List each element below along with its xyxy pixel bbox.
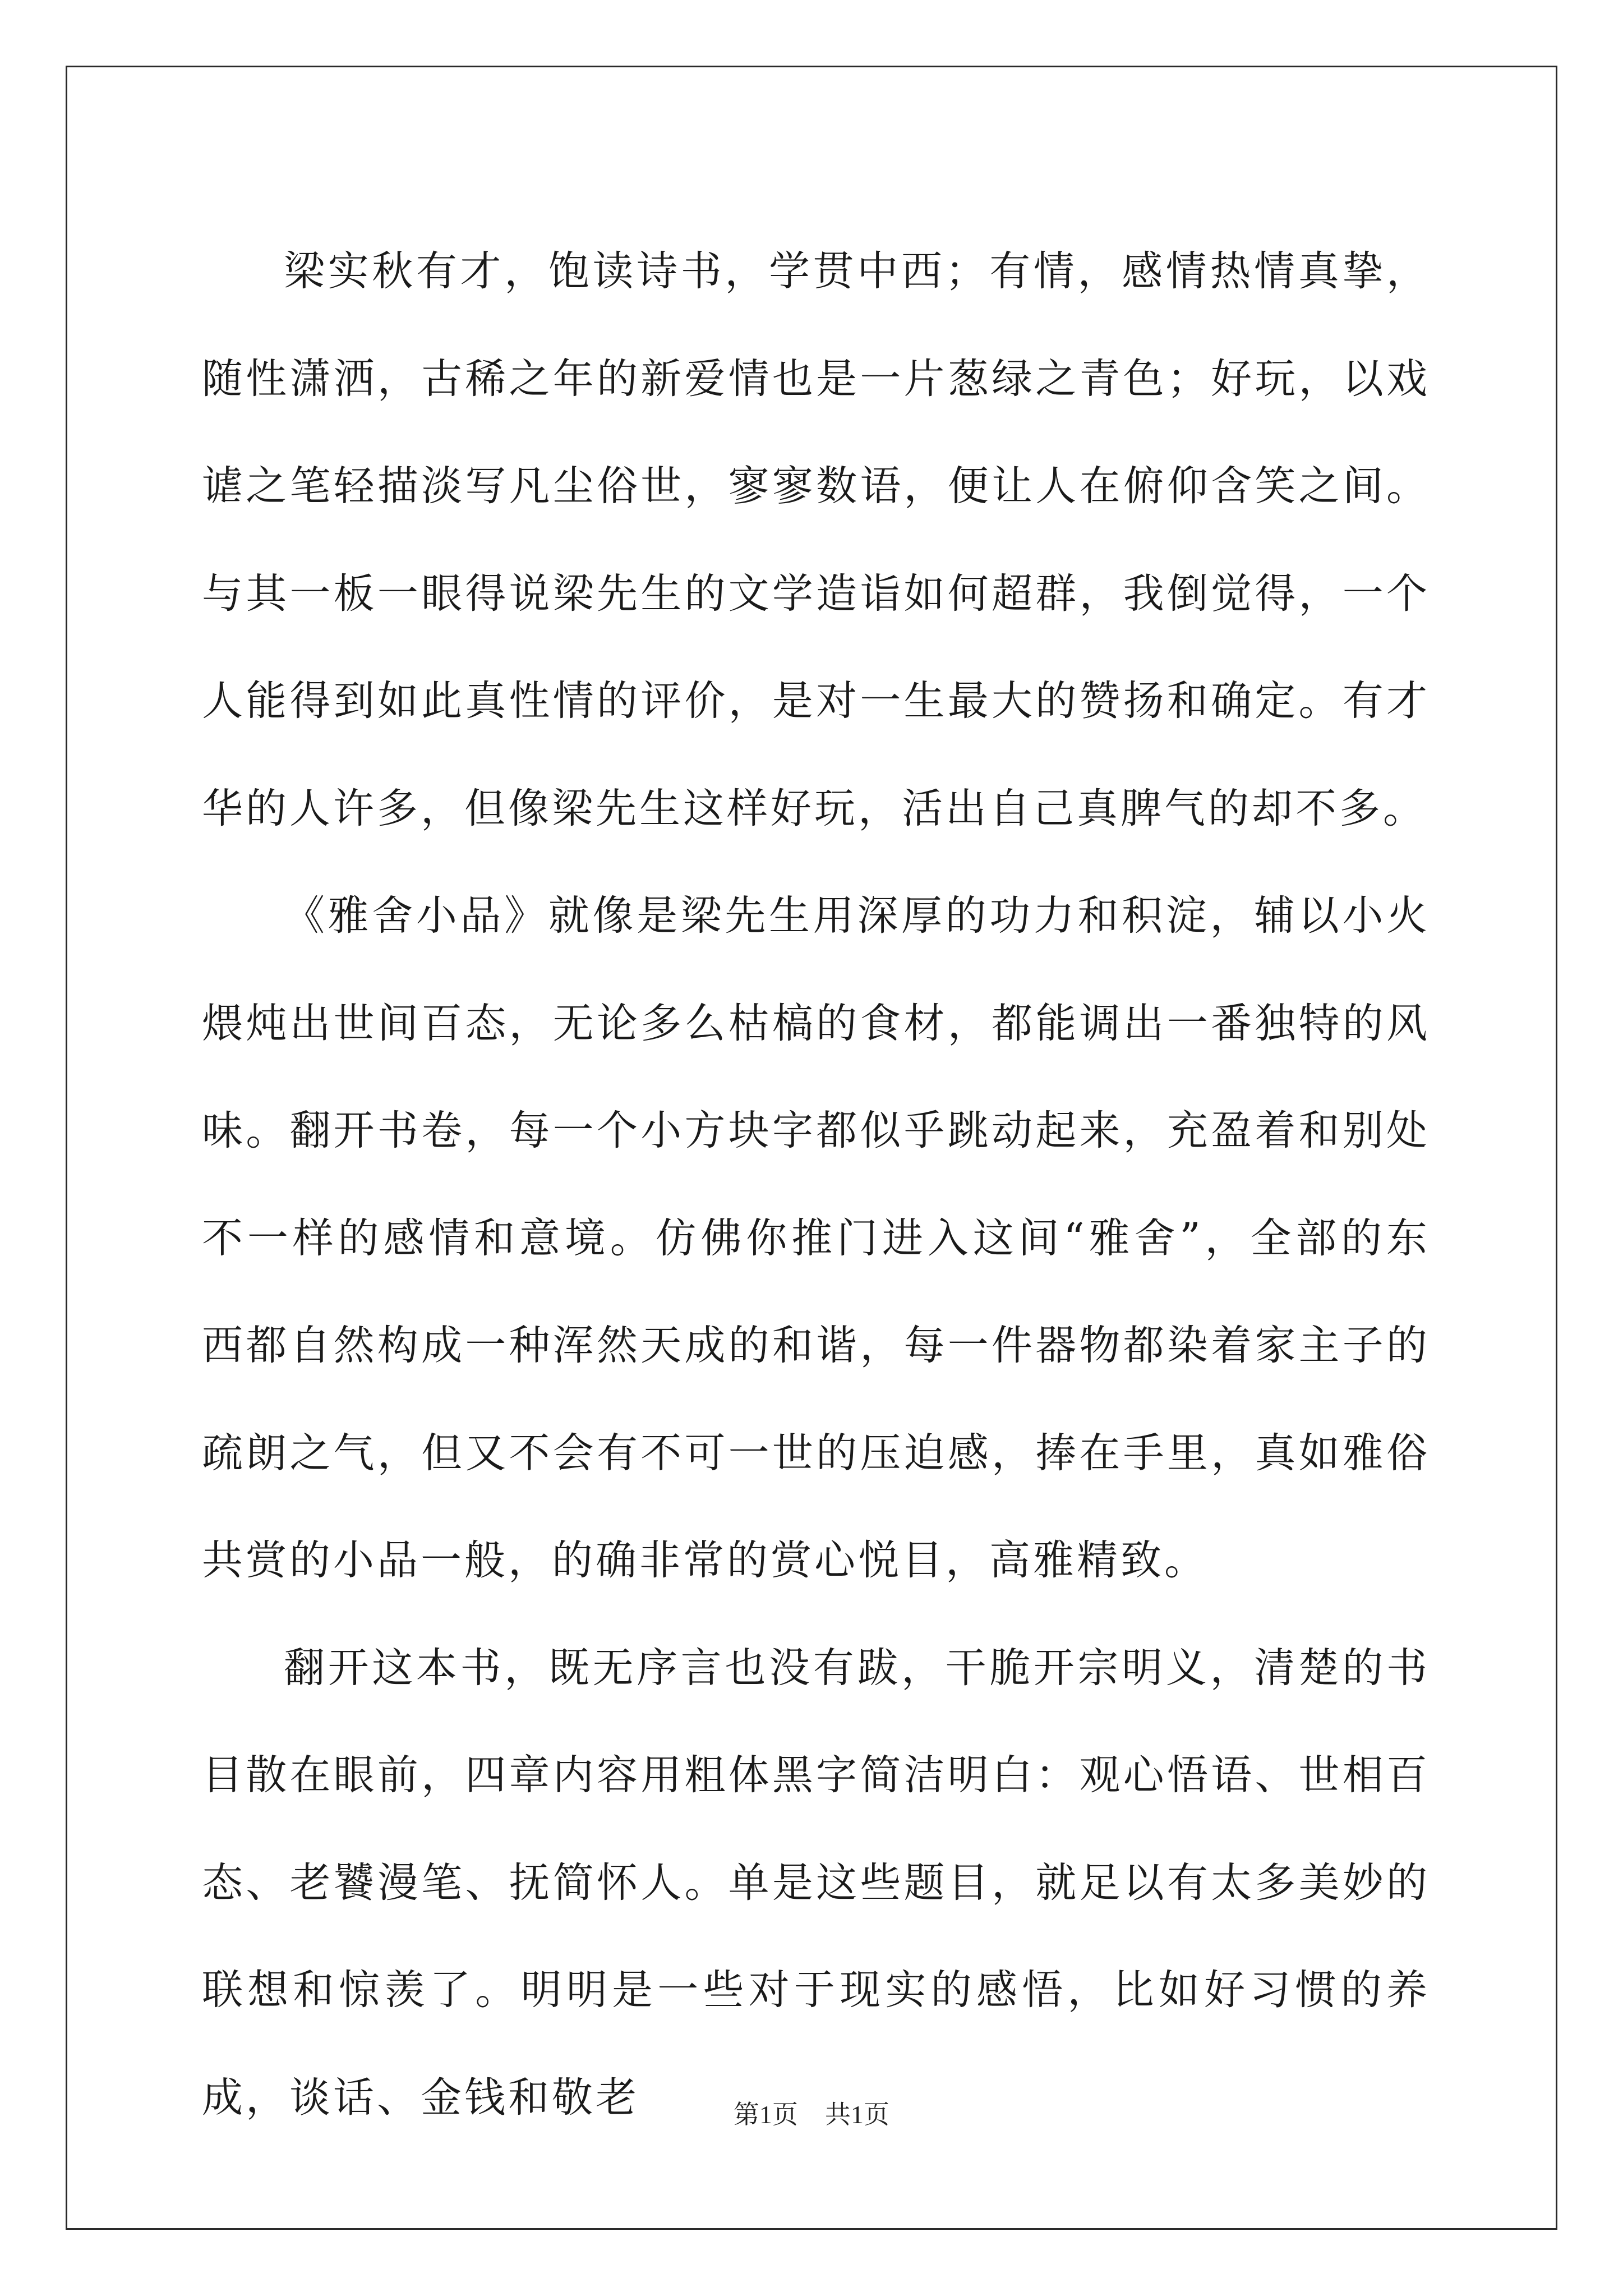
page-footer [0,2098,1623,2132]
document-body [202,218,1430,2151]
paragraph-2: 《雅舍小品》就像是梁先生用深厚的功力和积淀，辅以小火煨炖出世间百态，无论多么枯槁的食材，都能调出一番独特的风味。翻开书卷，每一个小方块字都似乎跳动起来，充盈着和别处不一样的感情和意境。仿佛你推门进入这间“雅舍”，全部的东西都自然构成一种浑然天成的和谐，每一件器物都染着家主子的疏朗之气，但又不会有不可一世的压迫感，捧在手里，真如雅俗共赏的小品一般，的确非常的赏心悦目，高雅精致。 [202,892,1430,1584]
paragraph-1: 梁实秋有才，饱读诗书，学贯中西；有情，感情热情真挚，随性潇洒，古稀之年的新爱情也是一片葱绿之青色；好玩，以戏谑之笔轻描淡写凡尘俗世，寥寥数语，便让人在俯仰含笑之间。与其一板一眼得说梁先生的文学造诣如何超群，我倒觉得，一个人能得到如此真性情的评价，是对一生最大的赞扬和确定。有才华的人许多，但像梁先生这样好玩，活出自己真脾气的却不多。 [202,247,1430,832]
page-number: 第1页 [734,2100,798,2129]
page-total: 共1页 [825,2100,889,2129]
paragraph-3: 翻开这本书，既无序言也没有跋，干脆开宗明义，清楚的书目散在眼前，四章内容用粗体黑字简洁明白：观心悟语、世相百态、老饕漫笔、抚简怀人。单是这些题目，就足以有太多美妙的联想和惊羡了。明明是一些对于现实的感悟，比如好习惯的养成，谈话、金钱和敬老 [202,1644,1430,2122]
